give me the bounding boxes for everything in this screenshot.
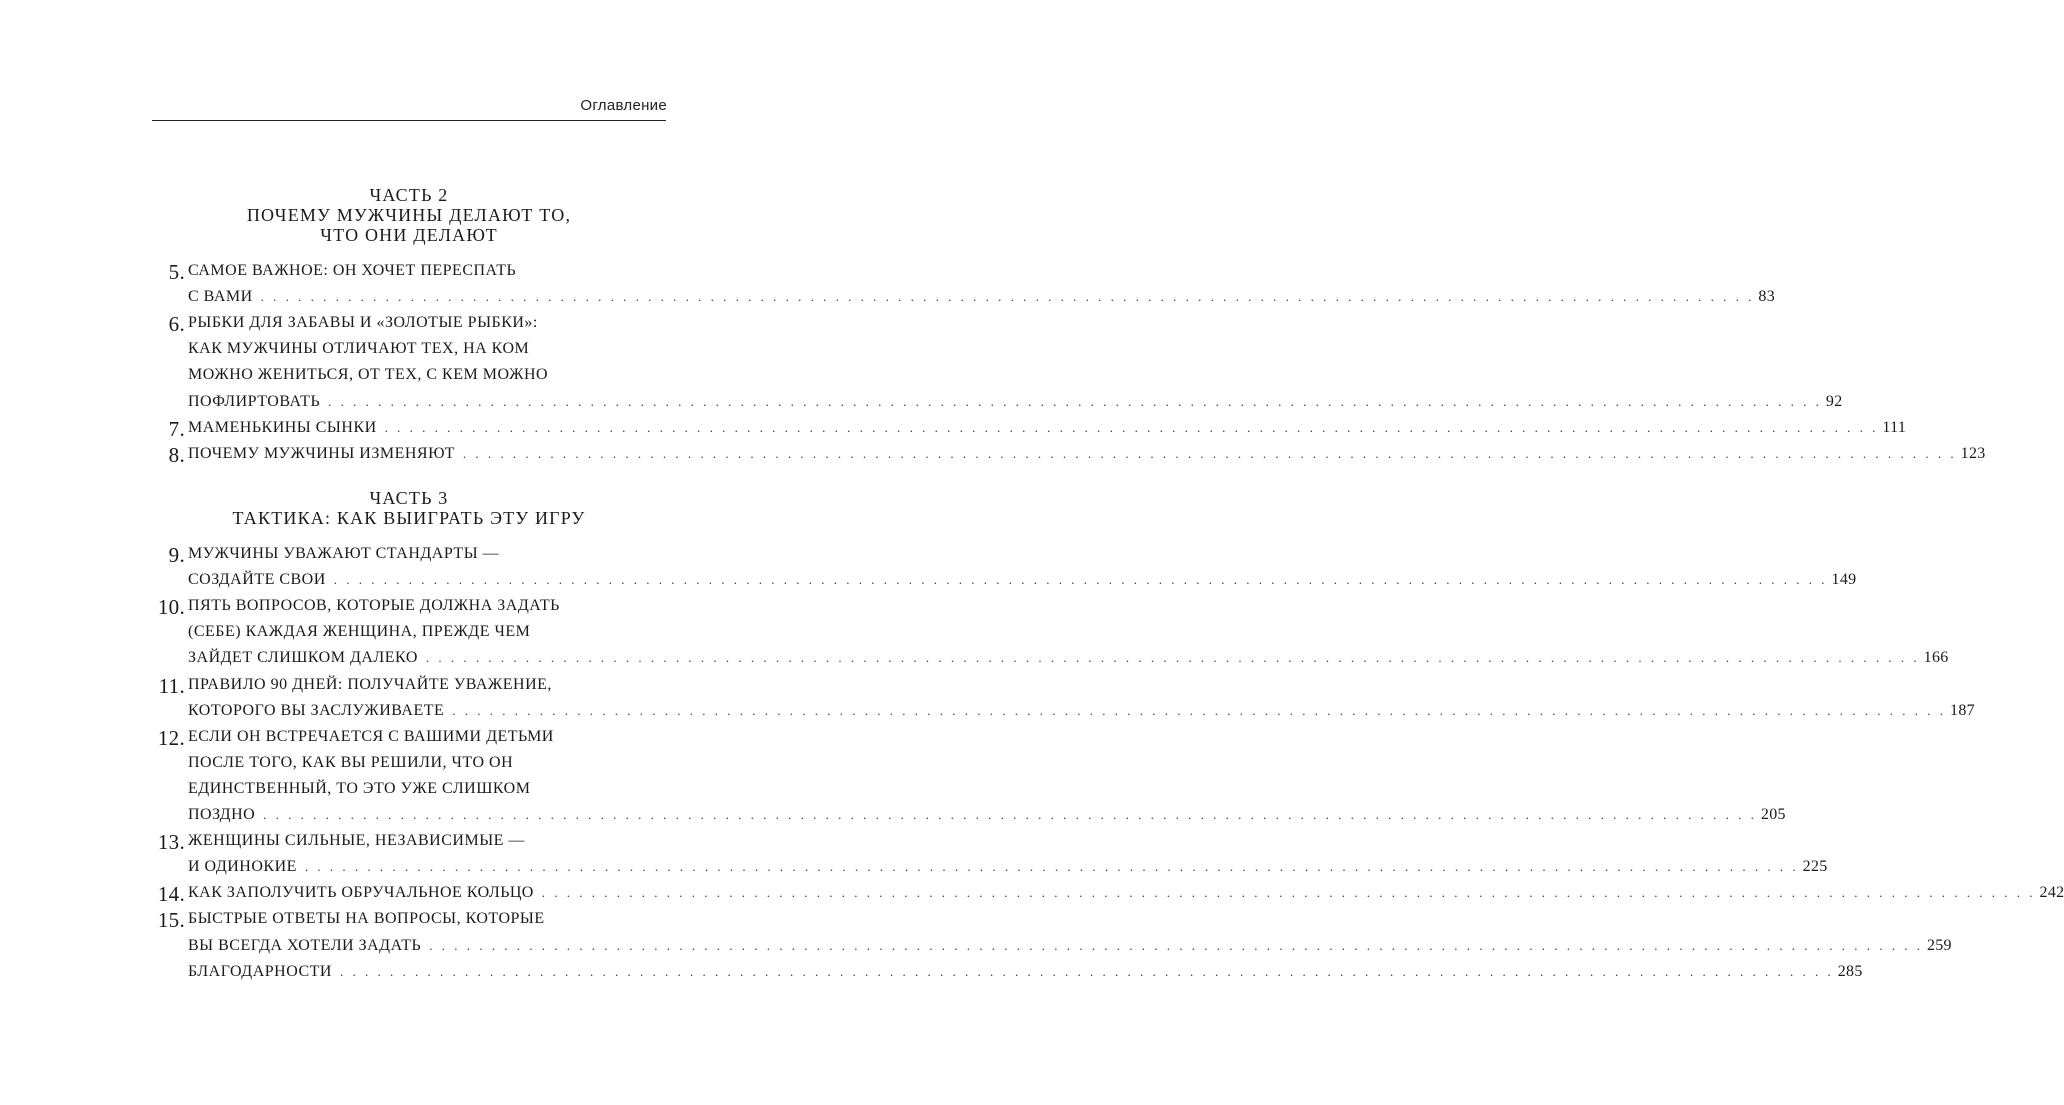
dot-leader: . . . . . . . . . . . . . . . . . . . . . . . . . . . . . . . . . . . . . . . . . . . . . . . . . . . . . . . . . . . . . . . . . . . . . . . . . . . . . . . . . . . . . . . . . . . . . . . . . . . . . . . . . . . . . . . . . . . . . . . .: [328, 393, 1822, 409]
entry-title-line: ПЯТЬ ВОПРОСОВ, КОТОРЫЕ ДОЛЖНА ЗАДАТЬ: [188, 597, 560, 615]
dot-leader: . . . . . . . . . . . . . . . . . . . . . . . . . . . . . . . . . . . . . . . . . . . . . . . . . . . . . . . . . . . . . . . . . . . . . . . . . . . . . . . . . . . . . . . . . . . . . . . . . . . . . . . . . . . . . . . . . . . . . . . .: [429, 937, 1923, 953]
running-head: Оглавление: [580, 97, 667, 114]
entry-title-line: С ВАМИ: [188, 288, 253, 306]
chapter-number: 9.: [168, 543, 185, 567]
entry-last-line: [188, 959, 1863, 985]
dot-leader: . . . . . . . . . . . . . . . . . . . . . . . . . . . . . . . . . . . . . . . . . . . . . . . . . . . . . . . . . . . . . . . . . . . . . . . . . . . . . . . . . . . . . . . . . . . . . . . . . . . . . . . . . . . . . . . . . . . . . . . .: [339, 963, 1834, 979]
entry-title-line: МУЖЧИНЫ УВАЖАЮТ СТАНДАРТЫ —: [188, 545, 500, 562]
entry-title-line: И ОДИНОКИЕ: [188, 858, 297, 876]
page-number: 225: [1802, 858, 1828, 876]
entry-title-line: МОЖНО ЖЕНИТЬСЯ, ОТ ТЕХ, С КЕМ МОЖНО: [188, 366, 549, 384]
chapter-number: 6.: [168, 312, 185, 337]
entry-title-line: ВЫ ВСЕГДА ХОТЕЛИ ЗАДАТЬ: [188, 936, 422, 954]
entry-title-line: ЕСЛИ ОН ВСТРЕЧАЕТСЯ С ВАШИМИ ДЕТЬМИ: [188, 727, 554, 745]
part-2-label: ЧАСТЬ 2: [369, 185, 449, 205]
entry-last-line: [188, 389, 1843, 415]
page-number: 83: [1758, 288, 1776, 306]
part-3-title-line-1: ТАКТИКА: КАК ВЫИГРАТЬ ЭТУ ИГРУ: [232, 508, 586, 528]
part-2-title-line-2: ЧТО ОНИ ДЕЛАЮТ: [320, 225, 498, 245]
entry-title-line: КАК ЗАПОЛУЧИТЬ ОБРУЧАЛЬНОЕ КОЛЬЦО: [188, 884, 534, 902]
page-number: 92: [1825, 392, 1843, 410]
page-number: 187: [1950, 701, 1975, 719]
entry-last-line: [188, 284, 1776, 310]
chapter-number: 11.: [158, 673, 185, 698]
entry-last-line: [188, 698, 1975, 724]
page-number: 166: [1923, 649, 1949, 667]
chapter-number: 5.: [168, 260, 185, 284]
entry-last-line: [188, 567, 1857, 593]
chapter-number: 12.: [157, 725, 185, 750]
page-number: 111: [1882, 418, 1907, 436]
entry-title-line: (СЕБЕ) КАЖДАЯ ЖЕНЩИНА, ПРЕЖДЕ ЧЕМ: [188, 623, 531, 641]
chapter-number: 7.: [168, 416, 185, 441]
page-number: 123: [1960, 444, 1986, 462]
entry-title-line: РЫБКИ ДЛЯ ЗАБАВЫ И «ЗОЛОТЫЕ РЫБКИ»:: [188, 314, 538, 332]
chapter-number: 14.: [157, 882, 185, 907]
page-number: 285: [1837, 962, 1863, 980]
part-3-label: ЧАСТЬ 3: [369, 488, 449, 508]
entry-last-line: [188, 933, 1952, 959]
entry-title-line: КАК МУЖЧИНЫ ОТЛИЧАЮТ ТЕХ, НА КОМ: [188, 340, 530, 358]
dot-leader: . . . . . . . . . . . . . . . . . . . . . . . . . . . . . . . . . . . . . . . . . . . . . . . . . . . . . . . . . . . . . . . . . . . . . . . . . . . . . . . . . . . . . . . . . . . . . . . . . . . . . . . . . . . . . . . . . . . . . . . .: [425, 650, 1920, 666]
entry-title-line: БЛАГОДАРНОСТИ: [188, 962, 332, 980]
page-number: 242: [2039, 884, 2064, 902]
dot-leader: . . . . . . . . . . . . . . . . . . . . . . . . . . . . . . . . . . . . . . . . . . . . . . . . . . . . . . . . . . . . . . . . . . . . . . . . . . . . . . . . . . . . . . . . . . . . . . . . . . . . . . . . . . . . . . . . . . . . . . . .: [384, 419, 1879, 435]
dot-leader: . . . . . . . . . . . . . . . . . . . . . . . . . . . . . . . . . . . . . . . . . . . . . . . . . . . . . . . . . . . . . . . . . . . . . . . . . . . . . . . . . . . . . . . . . . . . . . . . . . . . . . . . . . . . . . . . . . . . . . . .: [260, 289, 1755, 305]
entry-last-line: [188, 854, 1828, 880]
page-number: 149: [1831, 571, 1857, 589]
entry-last-line: [188, 645, 1949, 671]
entry-title-line: ПОЧЕМУ МУЖЧИНЫ ИЗМЕНЯЮТ: [188, 444, 455, 462]
part-3-heading: [152, 488, 666, 528]
chapter-number: 8.: [168, 442, 185, 467]
dot-leader: . . . . . . . . . . . . . . . . . . . . . . . . . . . . . . . . . . . . . . . . . . . . . . . . . . . . . . . . . . . . . . . . . . . . . . . . . . . . . . . . . . . . . . . . . . . . . . . . . . . . . . . . . . . . . . . . . . . . . . . .: [333, 572, 1828, 588]
entry-title-line: МАМЕНЬКИНЫ СЫНКИ: [188, 418, 377, 436]
entry-last-line: [188, 880, 2064, 906]
entry-title-line: САМОЕ ВАЖНОЕ: ОН ХОЧЕТ ПЕРЕСПАТЬ: [188, 262, 517, 279]
entry-title-line: ЗАЙДЕТ СЛИШКОМ ДАЛЕКО: [188, 649, 418, 667]
part-2-title-line-1: ПОЧЕМУ МУЖЧИНЫ ДЕЛАЮТ ТО,: [246, 205, 572, 225]
entry-last-line: [188, 802, 1786, 828]
page-number: 259: [1926, 936, 1952, 954]
header-rule: [152, 120, 666, 121]
entry-title-line: ПРАВИЛО 90 ДНЕЙ: ПОЛУЧАЙТЕ УВАЖЕНИЕ,: [188, 675, 552, 693]
entry-title-line: ПОФЛИРТОВАТЬ: [188, 392, 321, 410]
part-2-heading: [152, 185, 666, 245]
entry-title-line: СОЗДАЙТЕ СВОИ: [188, 571, 326, 589]
dot-leader: . . . . . . . . . . . . . . . . . . . . . . . . . . . . . . . . . . . . . . . . . . . . . . . . . . . . . . . . . . . . . . . . . . . . . . . . . . . . . . . . . . . . . . . . . . . . . . . . . . . . . . . . . . . . . . . . . . . . . . . .: [462, 445, 1957, 461]
entry-title-line: ЕДИНСТВЕННЫЙ, ТО ЭТО УЖЕ СЛИШКОМ: [188, 779, 531, 797]
page-number: 205: [1760, 806, 1786, 823]
dot-leader: . . . . . . . . . . . . . . . . . . . . . . . . . . . . . . . . . . . . . . . . . . . . . . . . . . . . . . . . . . . . . . . . . . . . . . . . . . . . . . . . . . . . . . . . . . . . . . . . . . . . . . . . . . . . . . . . . . . . . . . .: [263, 807, 1757, 822]
dot-leader: . . . . . . . . . . . . . . . . . . . . . . . . . . . . . . . . . . . . . . . . . . . . . . . . . . . . . . . . . . . . . . . . . . . . . . . . . . . . . . . . . . . . . . . . . . . . . . . . . . . . . . . . . . . . . . . . . . . . . . . .: [541, 885, 2036, 901]
entry-title-line: ПОЗДНО: [188, 806, 256, 823]
entry-title-line: ПОСЛЕ ТОГО, КАК ВЫ РЕШИЛИ, ЧТО ОН: [188, 753, 514, 771]
entry-title-line: ЖЕНЩИНЫ СИЛЬНЫЕ, НЕЗАВИСИМЫЕ —: [188, 832, 525, 850]
entry-last-line: [188, 415, 1907, 441]
dot-leader: . . . . . . . . . . . . . . . . . . . . . . . . . . . . . . . . . . . . . . . . . . . . . . . . . . . . . . . . . . . . . . . . . . . . . . . . . . . . . . . . . . . . . . . . . . . . . . . . . . . . . . . . . . . . . . . . . . . . . . . .: [304, 859, 1799, 875]
dot-leader: . . . . . . . . . . . . . . . . . . . . . . . . . . . . . . . . . . . . . . . . . . . . . . . . . . . . . . . . . . . . . . . . . . . . . . . . . . . . . . . . . . . . . . . . . . . . . . . . . . . . . . . . . . . . . . . . . . . . . . . .: [452, 702, 1947, 718]
chapter-number: 15.: [157, 908, 185, 933]
entry-title-line: КОТОРОГО ВЫ ЗАСЛУЖИВАЕТЕ: [188, 701, 445, 719]
entry-last-line: [188, 441, 1986, 467]
chapter-number: 13.: [157, 830, 185, 855]
entry-title-line: БЫСТРЫЕ ОТВЕТЫ НА ВОПРОСЫ, КОТОРЫЕ: [188, 910, 545, 928]
chapter-number: 10.: [157, 595, 185, 620]
